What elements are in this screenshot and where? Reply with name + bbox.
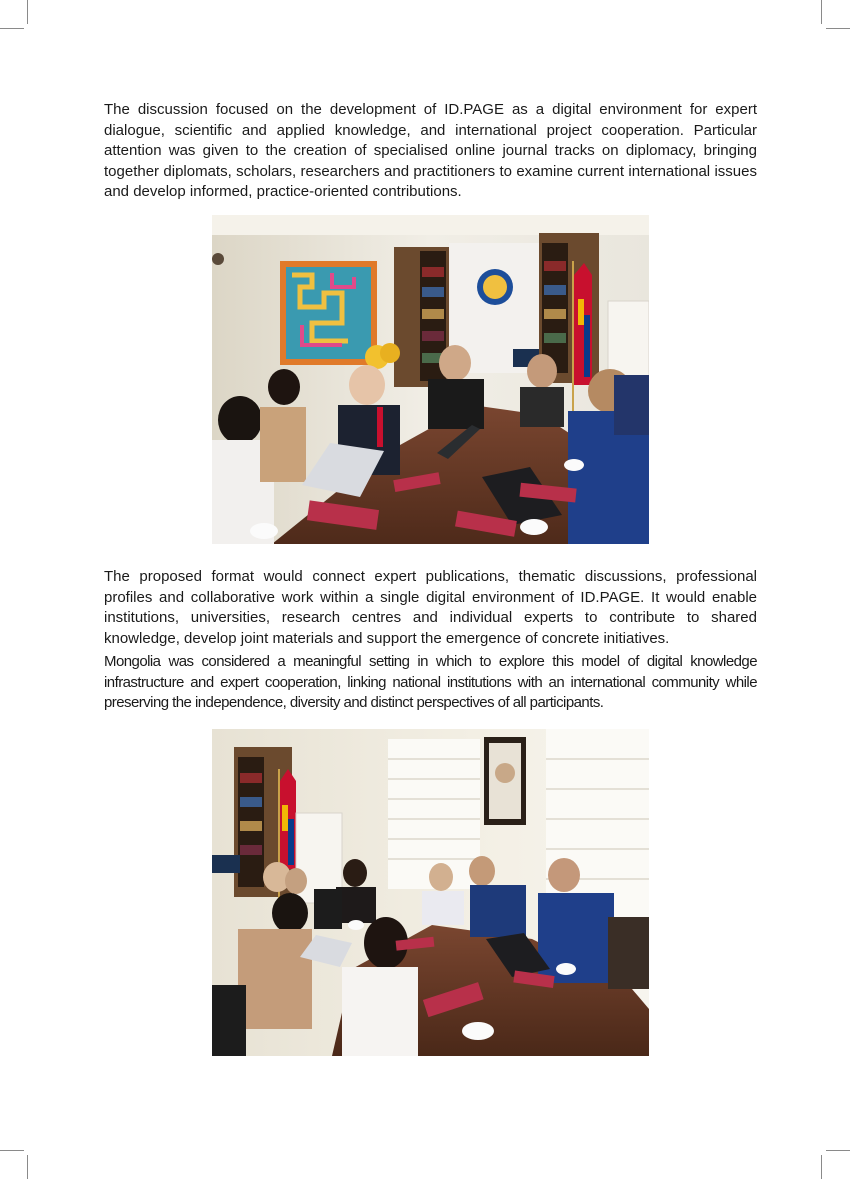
crop-mark-bottom-right-horizontal	[826, 1150, 850, 1151]
crop-mark-top-right-vertical	[821, 0, 822, 24]
paragraph-intro: The discussion focused on the development of ID.PAGE as a digital environment for expert dialogue, scientific and applied knowledge, and international project cooperation. Particular attention was given to the creation of specialised online journal tracks on diplomacy, bringing together diplomats, scholars, researchers and practitioners to examine current international issues and develop informed, practice-oriented contributions.	[104, 101, 757, 201]
crop-mark-bottom-right-vertical	[821, 1155, 822, 1179]
crop-mark-top-right-horizontal	[826, 28, 850, 29]
crop-mark-top-left-vertical	[27, 0, 28, 24]
meeting-photo-1	[212, 215, 649, 544]
crop-mark-bottom-left-vertical	[27, 1155, 28, 1179]
meeting-photo-2	[212, 729, 649, 1056]
paragraph-proposed-format: The proposed format would connect expert publications, thematic discussions, professional profiles and collaborative work within a single digital environment of ID.PAGE. It would enable institutions, universities, research centres and individual experts to contribute to shared knowledge, develop joint materials and support the emergence of concrete initiatives.	[104, 568, 757, 647]
crop-mark-top-left-horizontal	[0, 28, 24, 29]
paragraph-mongolia: Mongolia was considered a meaningful setting in which to explore this model of digital knowledge infrastructure and expert cooperation, linking national institutions with an international community while preserving the independence, diversity and distinct perspectives of all participants.	[104, 653, 757, 712]
crop-mark-bottom-left-horizontal	[0, 1150, 24, 1151]
